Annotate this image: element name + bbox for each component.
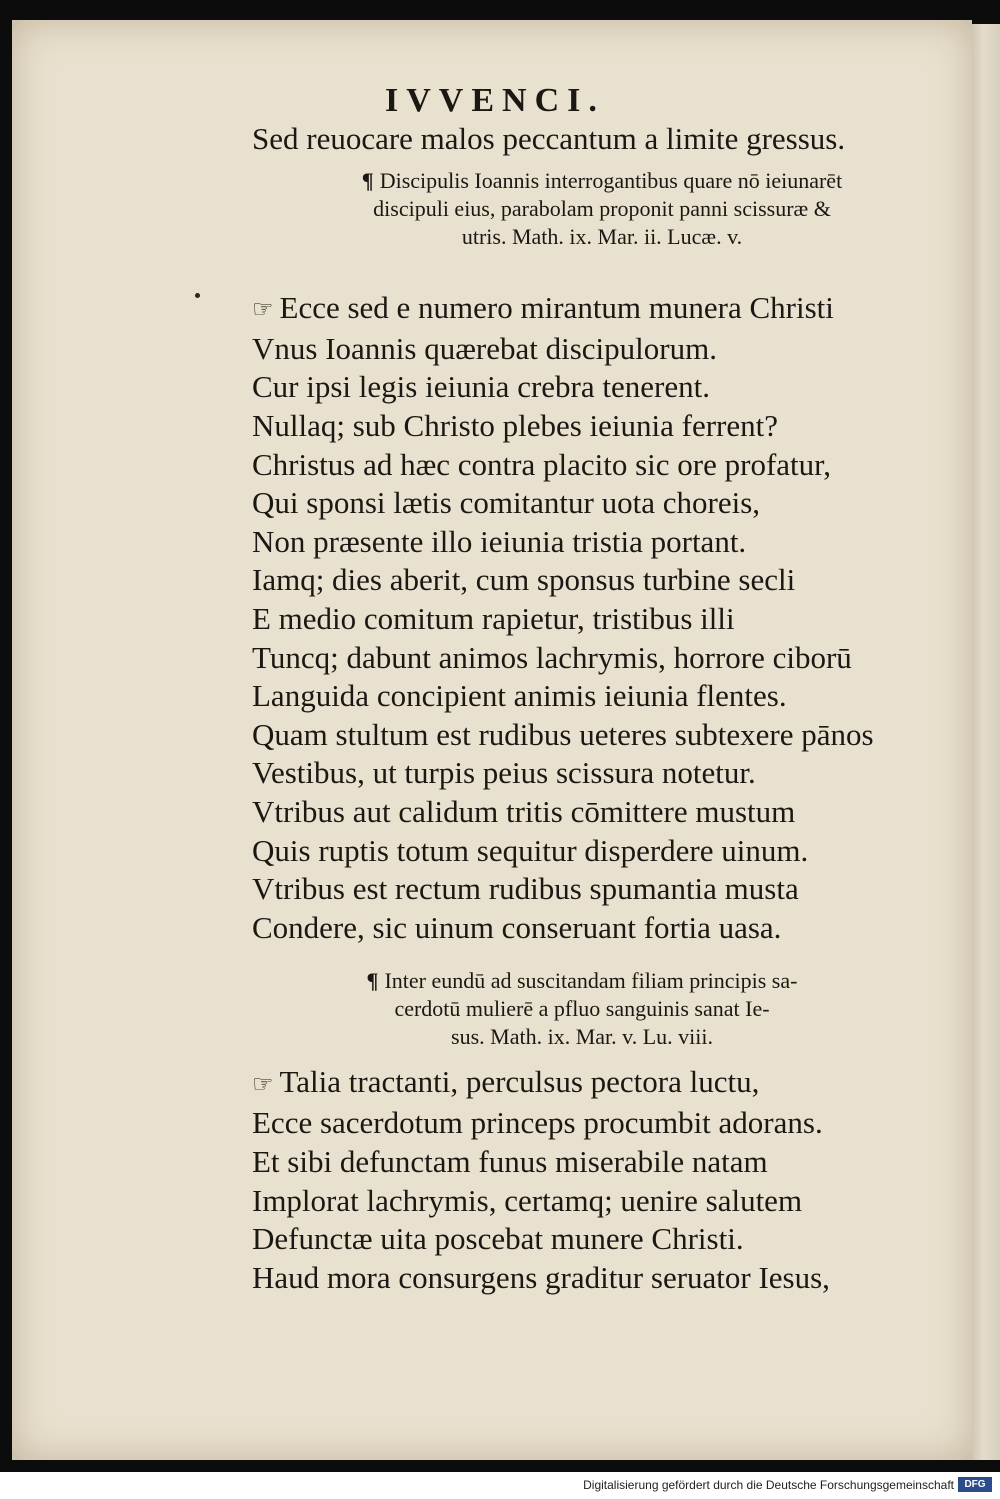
- verse-section-2: [252, 1063, 952, 1297]
- verse-line: Condere, sic uinum conseruant fortia uasa.: [252, 909, 782, 945]
- rubric-line: cerdotū mulierē a pfluo sanguinis sanat Ie-: [394, 996, 770, 1022]
- verse-line: E medio comitum rapietur, tristibus illi: [252, 600, 735, 636]
- footer-bar: [0, 1472, 1000, 1499]
- verse-line: Iamq; dies aberit, cum sponsus turbine secli: [252, 562, 796, 598]
- pilcrow-icon: ¶: [366, 968, 379, 994]
- verse-line: Christus ad hæc contra placito sic ore profatur,: [252, 446, 831, 482]
- rubric-line: ¶ Discipulis Ioannis interrogantibus quare nō ieiunarēt: [361, 167, 843, 193]
- verse-line: ☞ Talia tractanti, perculsus pectora luctu,: [252, 1063, 952, 1104]
- verse-section-1: [252, 289, 952, 948]
- rubric-discipuli-ioannis: [252, 167, 952, 251]
- verse-line: Defunctæ uita poscebat munere Christi.: [252, 1221, 744, 1257]
- rubric-filia-principis: [292, 967, 872, 1051]
- verse-line: Quam stultum est rudibus ueteres subtexere pānos: [252, 716, 874, 752]
- verse-line: Ecce sacerdotum princeps procumbit adorans.: [252, 1105, 823, 1141]
- manicule-icon: ☞: [252, 297, 274, 324]
- verse-line: Tuncq; dabunt animos lachrymis, horrore ciborū: [252, 639, 852, 675]
- verse-line: Vnus Ioannis quærebat discipulorum.: [252, 330, 717, 366]
- rubric-line: sus. Math. ix. Mar. v. Lu. viii.: [451, 1024, 713, 1050]
- manicule-icon: ☞: [252, 1071, 274, 1098]
- text-block: [252, 120, 952, 1297]
- verse-line: Nullaq; sub Christo plebes ieiunia ferrent?: [252, 407, 779, 443]
- verse-line: Vtribus est rectum rudibus spumantia musta: [252, 871, 799, 907]
- verse-line: Cur ipsi legis ieiunia crebra tenerent.: [252, 369, 710, 405]
- verse-line: Languida concipient animis ieiunia flentes.: [252, 678, 787, 714]
- facing-page-edge: [972, 24, 1000, 1460]
- rubric-line: ¶ Inter eundū ad suscitandam filiam principis sa-: [366, 968, 798, 994]
- verse-line: ☞ Ecce sed e numero mirantum munera Christi: [252, 289, 952, 330]
- verse-line: Et sibi defunctam funus miserabile natam: [252, 1144, 768, 1180]
- rubric-line: discipuli eius, parabolam proponit panni scissuræ &: [373, 195, 831, 221]
- verse-line: Qui sponsi lætis comitantur uota choreis,: [252, 485, 761, 521]
- verse-line: Vestibus, ut turpis peius scissura notetur.: [252, 755, 756, 791]
- rubric-line: utris. Math. ix. Mar. ii. Lucæ. v.: [461, 223, 743, 249]
- ink-speck: [195, 293, 200, 298]
- footer-credit: Digitalisierung gefördert durch die Deutsche Forschungsgemeinschaft: [583, 1478, 954, 1492]
- verse-line: Vtribus aut calidum tritis cōmittere mustum: [252, 793, 796, 829]
- verse-line: Haud mora consurgens graditur seruator Iesus,: [252, 1259, 830, 1295]
- verse-line: Non præsente illo ieiunia tristia portant.: [252, 523, 747, 559]
- pilcrow-icon: ¶: [361, 167, 374, 193]
- opening-verse: Sed reuocare malos peccantum a limite gressus.: [252, 121, 846, 156]
- verse-line: Implorat lachrymis, certamq; uenire salutem: [252, 1182, 803, 1218]
- verse-line: Quis ruptis totum sequitur disperdere uinum.: [252, 832, 809, 868]
- dfg-logo-icon: DFG: [958, 1477, 992, 1492]
- running-title: IVVENCI.: [385, 82, 605, 119]
